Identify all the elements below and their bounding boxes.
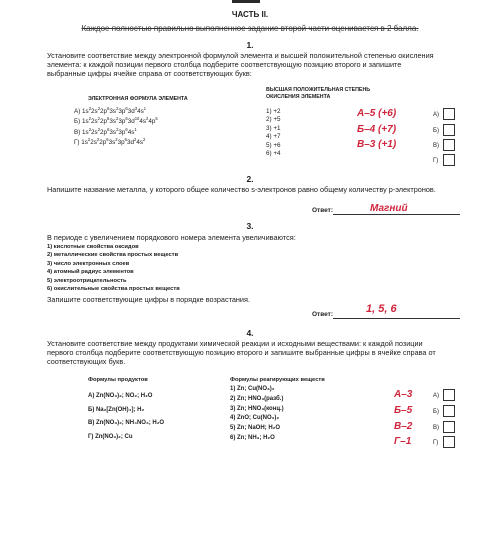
q4-box-label-d: Г) — [433, 440, 439, 446]
q1-state-6: 6) +4 — [266, 150, 281, 158]
q3-item-list — [47, 243, 180, 293]
q4-box-label-c: В) — [433, 425, 439, 431]
q1-formula-b: Б) $1s^22s^22p^63s^23p^63d^{10}4s^24p^5$ — [74, 116, 158, 126]
q1-answer-c: В–3 (+1) — [357, 139, 397, 150]
q4-reagent-1: 1) Zn; Cu(NO₃)₂ — [230, 386, 275, 392]
q1-number: 1. — [246, 40, 254, 50]
q1-state-list — [266, 108, 281, 158]
q4-product-list — [88, 390, 164, 444]
q4-reagent-4: 4) ZnO; Cu(NO₃)₂ — [230, 415, 280, 422]
q4-right-header: Формулы реагирующих веществ — [230, 377, 325, 383]
q2-number: 2. — [246, 174, 254, 184]
q1-state-2: 2) +5 — [266, 116, 281, 124]
q1-answer-box-a[interactable] — [443, 108, 455, 120]
q4-reagent-6: 6) Zn; NH₃; H₂O — [230, 434, 275, 441]
q1-box-label-d: Г) — [433, 158, 439, 164]
q4-answer-box-d[interactable] — [443, 436, 455, 448]
q1-box-label-b: Б) — [433, 128, 439, 134]
q4-box-label-a: А) — [433, 393, 439, 399]
q3-answer: 1, 5, 6 — [366, 303, 397, 315]
q4-text: Установите соответствие между продуктами химической реакции и исходными веществами: к каждой позиции первого столбца подберите соответствующую позицию второго и запишите выбранные цифры в ячейке справа от соответствующих букв. — [47, 339, 436, 367]
q1-answer-b: Б–4 (+7) — [357, 124, 397, 135]
q3-item-3: 3) число электронных слоев — [47, 260, 130, 267]
q4-answer-c: В–2 — [394, 421, 413, 432]
q4-reagent-2: 2) Zn; HNO₃(разб.) — [230, 395, 284, 402]
q4-product-d: Г) Zn(NO₃)₂; Cu — [88, 433, 133, 440]
q1-formula-d: Г) $1s^22s^22p^63s^23p^63d^24s^2$ — [74, 137, 146, 147]
q4-answer-box-c[interactable] — [443, 421, 455, 433]
q2-answer: Магний — [370, 203, 408, 214]
q4-answer-a: А–3 — [394, 389, 413, 400]
q3-item-2: 2) металлические свойства простых веществ — [47, 252, 179, 259]
q3-answer-line — [333, 318, 460, 319]
q1-box-label-a: А) — [433, 112, 439, 118]
q2-answer-line — [333, 214, 460, 215]
scoring-note: Каждое полностью правильно выполненное задание второй части оценивается в 2 балла. — [81, 24, 419, 33]
q1-answer-a: А–5 (+6) — [357, 108, 397, 119]
q1-state-3: 3) +1 — [266, 124, 281, 132]
q1-answer-box-b[interactable] — [443, 124, 455, 136]
q1-state-5: 5) +6 — [266, 141, 281, 149]
q4-answer-box-a[interactable] — [443, 389, 455, 401]
q1-formula-c: В) $1s^22s^22p^63s^23p^64s^1$ — [74, 126, 137, 136]
q3-number: 3. — [246, 221, 254, 231]
q4-answer-box-b[interactable] — [443, 405, 455, 417]
q3-answer-label: Ответ: — [312, 311, 334, 318]
q4-answer-b: Б–5 — [394, 405, 413, 416]
q3-outro: Запишите соответствующие цифры в порядке возрастания. — [47, 295, 250, 304]
q2-answer-label: Ответ: — [312, 207, 334, 214]
q3-intro: В периоде с увеличением порядкового номера элемента увеличиваются: — [47, 233, 296, 242]
q1-answer-box-c[interactable] — [443, 139, 455, 151]
q1-formula-list — [74, 107, 158, 149]
q1-left-header: ЭЛЕКТРОННАЯ ФОРМУЛА ЭЛЕМЕНТА — [88, 96, 188, 102]
q4-number: 4. — [246, 328, 254, 338]
q4-answer-d: Г–1 — [394, 436, 412, 447]
q1-box-label-c: В) — [433, 143, 439, 149]
q1-state-1: 1) +2 — [266, 108, 281, 115]
q1-right-header: ВЫСШАЯ ПОЛОЖИТЕЛЬНАЯ СТЕПЕНЬ ОКИСЛЕНИЯ ЭЛЕМЕНТА — [266, 87, 371, 100]
q1-answer-box-d[interactable] — [443, 154, 455, 166]
q3-item-4: 4) атомный радиус элементов — [47, 269, 134, 276]
q4-box-label-b: Б) — [433, 409, 439, 415]
q4-reagent-5: 5) Zn; NaOH; H₂O — [230, 425, 280, 432]
q4-product-a: А) Zn(NO₃)₂; NO₂; H₂O — [88, 393, 153, 399]
q2-text: Напишите название металла, у которого общее количество s-электронов равно общему количеству p-электронов. — [47, 185, 436, 194]
q4-left-header: Формулы продуктов — [88, 377, 148, 383]
q3-item-1: 1) кислотные свойства оксидов — [47, 244, 139, 250]
top-mark — [232, 0, 260, 3]
q1-state-4: 4) +7 — [266, 133, 281, 141]
q4-reagent-list — [230, 385, 284, 444]
q4-reagent-3: 3) Zn; HNO₃(конц.) — [230, 405, 284, 412]
q3-item-5: 5) электроотрицательность — [47, 277, 127, 284]
part-title: ЧАСТЬ II. — [231, 10, 269, 19]
q3-item-6: 6) окислительные свойства простых веществ — [47, 286, 180, 293]
q1-formula-a: А) $1s^22s^22p^63s^23p^63d^34s^1$ — [74, 105, 147, 115]
q1-text: Установите соответствие между электронной формулой элемента и высшей положительной степенью окисления элемента: к каждой позиции первого столбца подберите соответствующую позицию второго и запишите выбранные цифры ячейке справа от соответствующих букв: — [47, 51, 434, 79]
q4-product-b: Б) Na₂[Zn(OH)₄]; H₂ — [88, 406, 145, 413]
q4-product-c: В) Zn(NO₃)₂; NH₄NO₃; H₂O — [88, 420, 165, 426]
